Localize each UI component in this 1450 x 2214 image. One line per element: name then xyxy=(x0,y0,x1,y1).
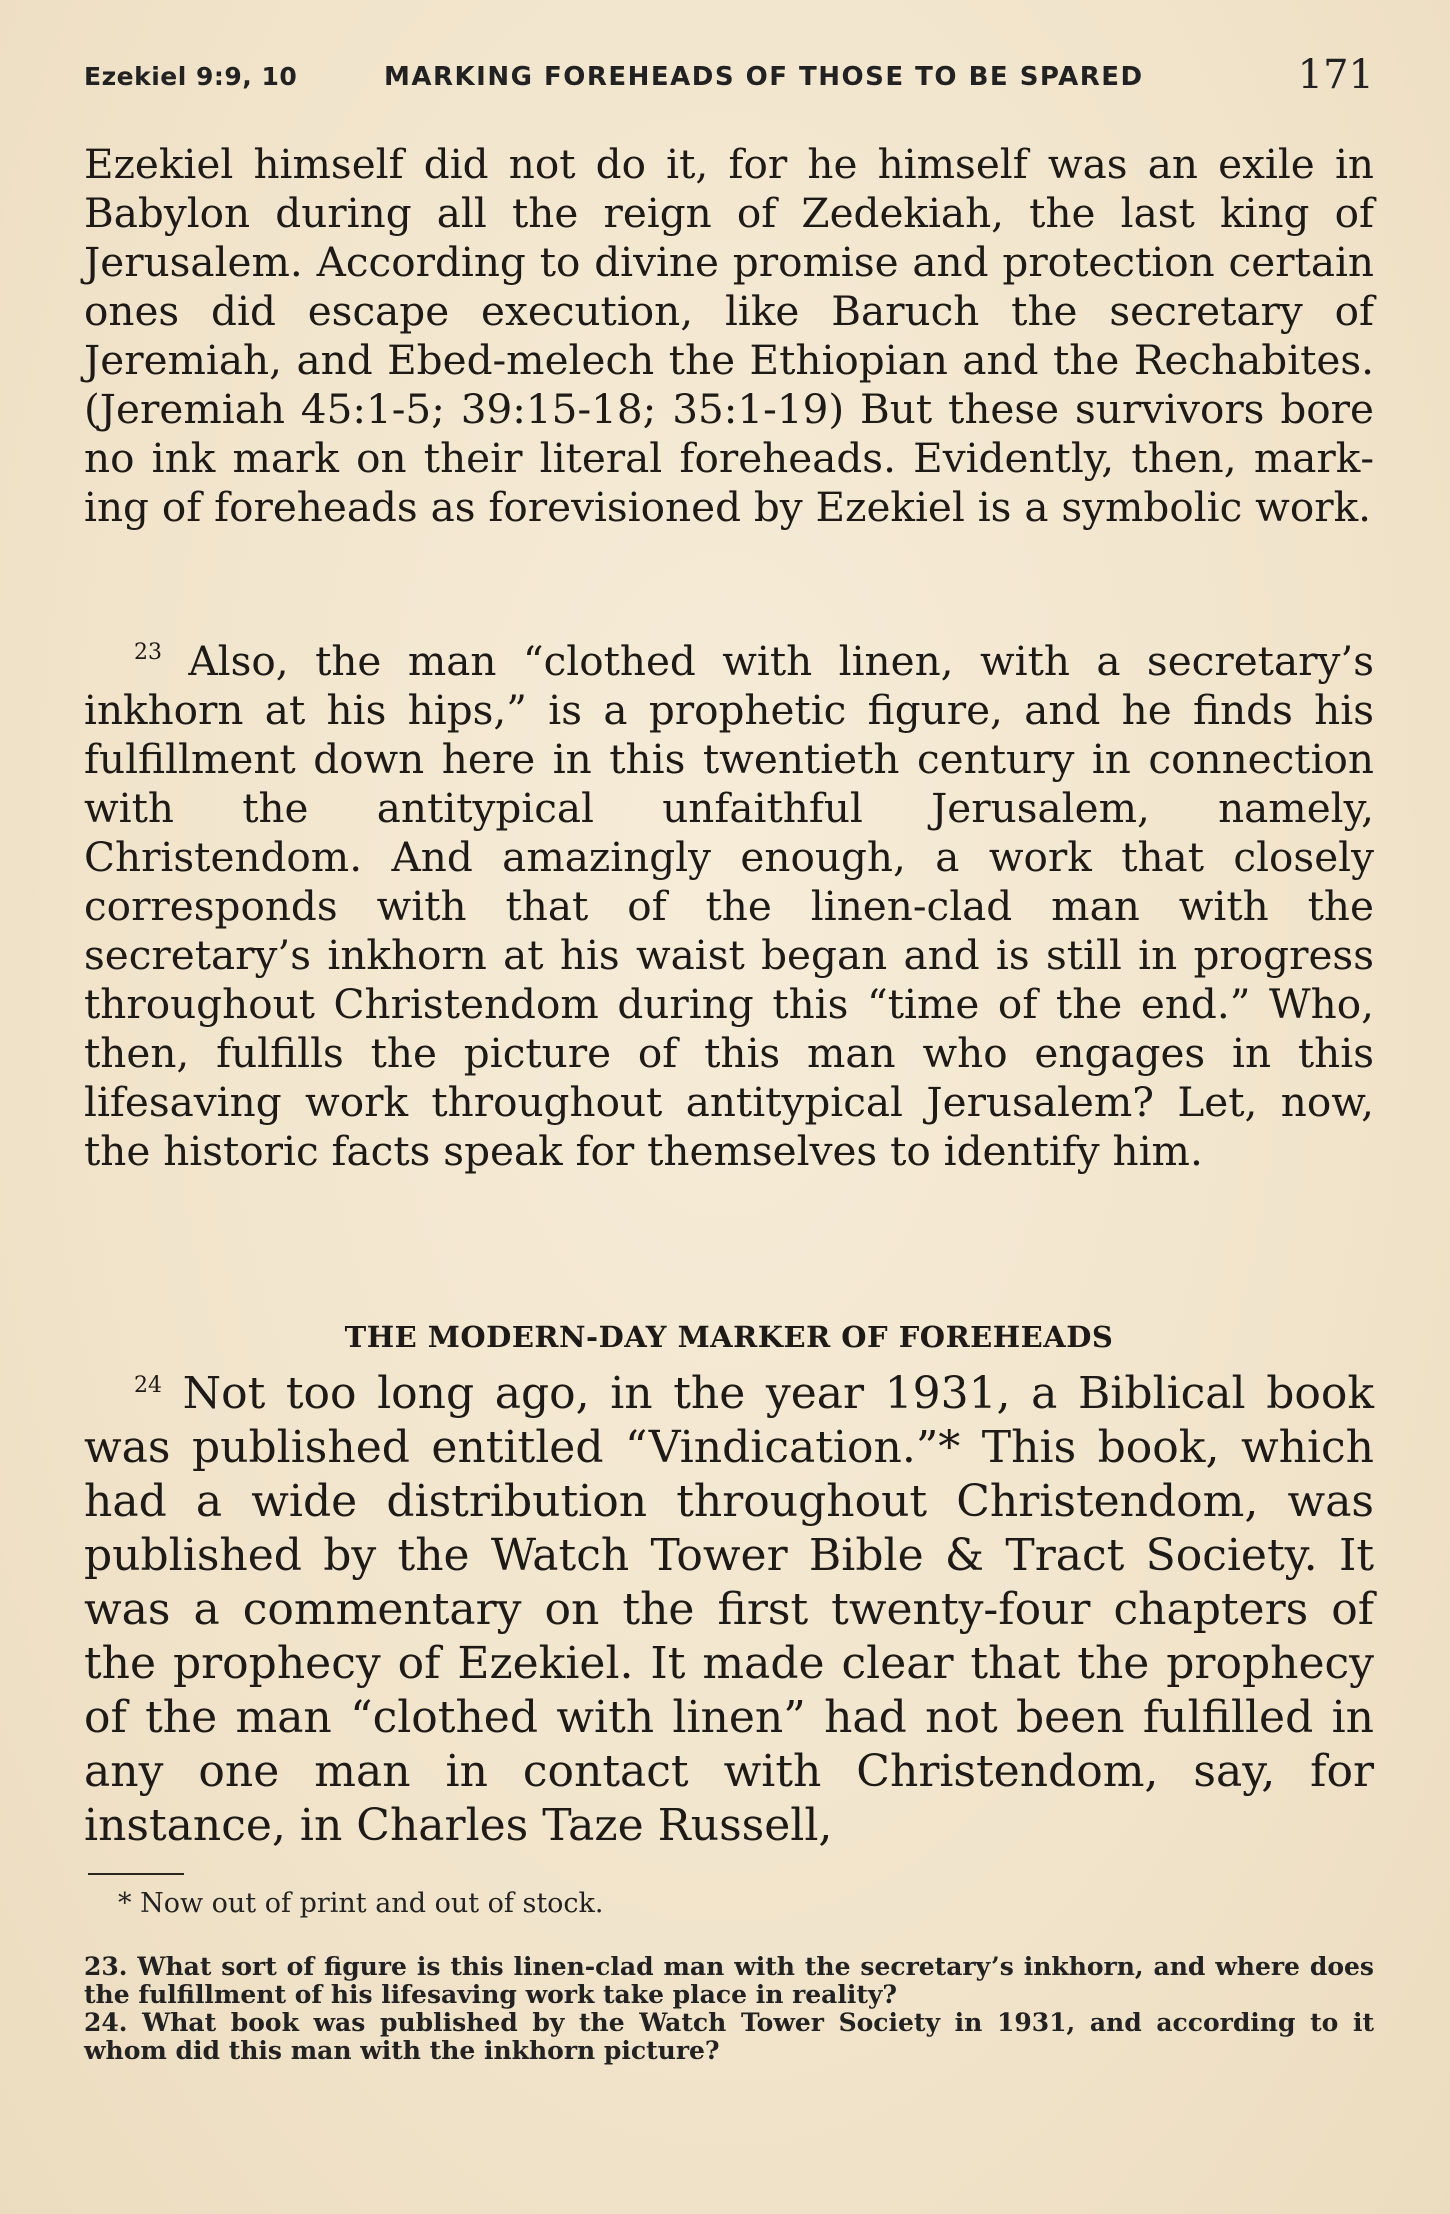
study-question-24: 24. What book was published by the Watch Tower Society in 1931, and according to it whom did this man with the inkhorn picture? xyxy=(84,2008,1374,2065)
paragraph-continued xyxy=(84,140,1374,532)
study-questions xyxy=(84,1953,1374,2065)
paragraph-24 xyxy=(84,1367,1374,1853)
paragraph-text: Not too long ago, in the year 1931, a Biblical book was published entitled “Vindication.”* This book, which had a wide distribution throughout Christendom, was published by the Watch Tower Bible & Tract Society. It was a commentary on the first twenty-four chapters of the prophecy of Ezekiel. It made clear that the prophecy of the man “clothed with linen” had not been fulfilled in any one man in contact with Christendom, say, for instance, in Charles Taze Russell, xyxy=(84,1368,1374,1851)
paragraph-number: 24 xyxy=(134,1373,162,1398)
paragraph-23 xyxy=(84,637,1374,1176)
footnote-divider xyxy=(88,1873,184,1875)
running-title: MARKING FOREHEADS OF THOSE TO BE SPARED xyxy=(384,62,1144,92)
study-question-23: 23. What sort of figure is this linen-clad man with the secretary’s inkhorn, and where does the fulfillment of his lifesaving work take place in reality? xyxy=(84,1952,1374,2009)
section-subheading: THE MODERN-DAY MARKER OF FOREHEADS xyxy=(344,1320,1114,1354)
paragraph-text: Also, the man “clothed with linen, with a secretary’s inkhorn at his hips,” is a prophetic figure, and he finds his fulfillment down here in this twentieth century in connection with the antitypical unfaithful Jerusalem, namely, Christendom. And amazingly enough, a work that closely corresponds with that of the linen-clad man with the secretary’s inkhorn at his waist began and is still in progress throughout Christendom during this “time of the end.” Who, then, fulfills the picture of this man who engages in this lifesaving work throughout antitypical Jerusalem? Let, now, the historic facts speak for themselves to identify him. xyxy=(84,637,1375,1175)
page-number: 171 xyxy=(1297,52,1374,98)
paragraph-text: Ezekiel himself did not do it, for he himself was an exile in Babylon during all the reign of Zedekiah, the last king of Jerusalem. According to divine promise and protection certain ones did escape execution, like Baruch the secretary of Jeremiah, and Ebed-melech the Ethiopian and the Rechabites. (Jeremiah 45:1-5; 39:15-18; 35:1-19) But these survivors bore no ink mark on their literal foreheads. Evidently, then, marking of foreheads as forevisioned by Ezekiel is a symbolic work. xyxy=(84,140,1374,531)
paragraph-number: 23 xyxy=(134,640,162,665)
scripture-reference: Ezekiel 9:9, 10 xyxy=(84,62,298,91)
footnote: * Now out of print and out of stock. xyxy=(118,1888,604,1919)
page-header xyxy=(84,52,1374,108)
